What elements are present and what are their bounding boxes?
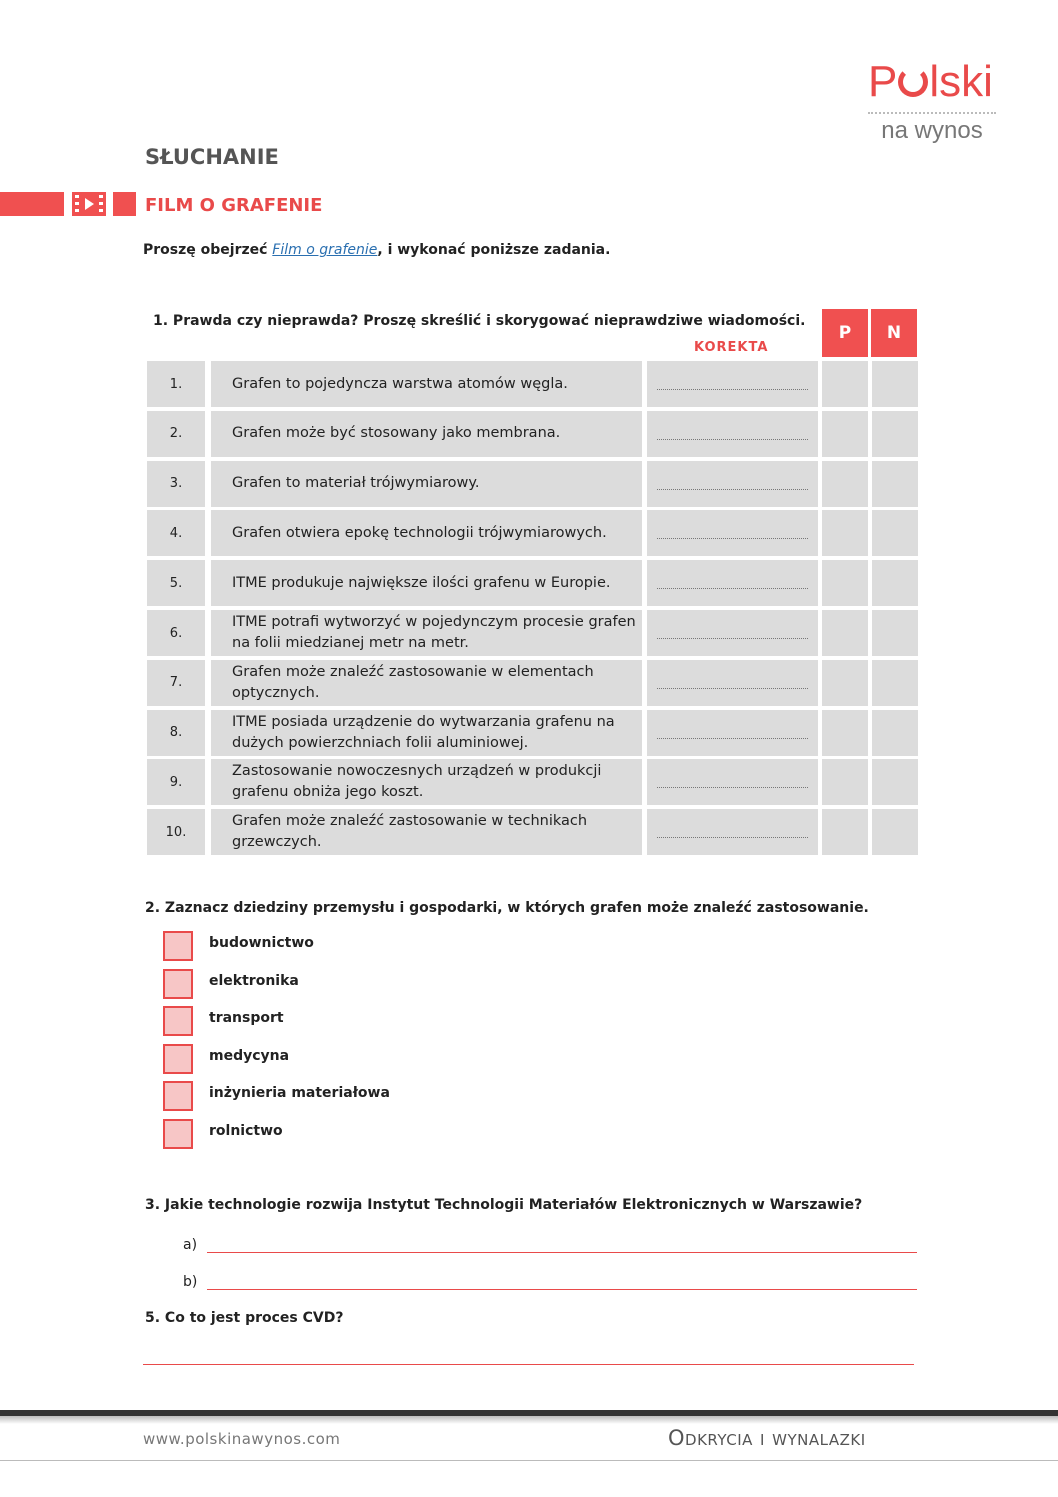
film-play-icon — [72, 192, 106, 216]
answer-n-cell[interactable] — [872, 809, 918, 855]
task1-question: 1. Prawda czy nieprawda? Proszę skreślić i skorygować nieprawdziwe wiadomości. — [153, 313, 806, 329]
row-number: 7. — [147, 660, 205, 706]
logo-o-icon — [898, 67, 928, 97]
answer-line-b[interactable] — [207, 1289, 917, 1290]
answer-p-cell[interactable] — [822, 759, 868, 805]
checkbox-label: elektronika — [209, 972, 299, 989]
table-row — [147, 461, 918, 507]
statement-text: Grafen to pojedyncza warstwa atomów węgla. — [232, 375, 568, 392]
row-number: 9. — [147, 759, 205, 805]
table-row — [147, 411, 918, 457]
dotted-line — [657, 638, 808, 639]
task2-question: 2. Zaznacz dziedziny przemysłu i gospodarki, w których grafen może znaleźć zastosowanie. — [145, 900, 869, 916]
correction-field[interactable] — [647, 560, 818, 606]
statement-text: Grafen otwiera epokę technologii trójwymiarowych. — [232, 524, 607, 541]
answer-p-cell[interactable] — [822, 411, 868, 457]
statement-text: Grafen może być stosowany jako membrana. — [232, 425, 561, 442]
answer-n-cell[interactable] — [872, 411, 918, 457]
answer-line-cvd[interactable] — [143, 1364, 914, 1365]
correction-field[interactable] — [647, 461, 818, 507]
answer-n-cell[interactable] — [872, 759, 918, 805]
answer-n-cell[interactable] — [872, 710, 918, 756]
section-title: SŁUCHANIE — [145, 145, 279, 169]
statement-cell — [211, 510, 642, 556]
checkbox-label: budownictwo — [209, 935, 314, 951]
logo-subtitle: na wynos — [881, 117, 983, 144]
checkbox[interactable] — [163, 1081, 193, 1111]
table-row — [147, 510, 918, 556]
logo-wordmark: P lski — [868, 57, 993, 106]
answer-n-cell[interactable] — [872, 361, 918, 407]
footer-shadow — [0, 1416, 1058, 1424]
dotted-line — [657, 439, 808, 440]
row-number: 5. — [147, 560, 205, 606]
column-n-header: N — [871, 309, 917, 357]
row-number: 2. — [147, 411, 205, 457]
checkbox-label: rolnictwo — [209, 1123, 283, 1139]
dotted-line — [657, 538, 808, 539]
dotted-line — [657, 489, 808, 490]
correction-field[interactable] — [647, 759, 818, 805]
answer-n-cell[interactable] — [872, 510, 918, 556]
answer-p-cell[interactable] — [822, 461, 868, 507]
row-number: 8. — [147, 710, 205, 756]
checkbox[interactable] — [163, 969, 193, 999]
korekta-header: KOREKTA — [694, 340, 769, 355]
checkbox[interactable] — [163, 931, 193, 961]
statement-cell — [211, 710, 642, 756]
statement-text: Zastosowanie nowoczesnych urządzeń w produkcji grafenu obniża jego koszt. — [232, 763, 602, 801]
correction-field[interactable] — [647, 510, 818, 556]
row-number: 6. — [147, 610, 205, 656]
red-accent-bar — [0, 192, 64, 216]
row-number: 1. — [147, 361, 205, 407]
checkbox[interactable] — [163, 1006, 193, 1036]
correction-field[interactable] — [647, 361, 818, 407]
table-row — [147, 710, 918, 756]
checkbox[interactable] — [163, 1044, 193, 1074]
row-number: 3. — [147, 461, 205, 507]
statement-text: ITME potrafi wytworzyć w pojedynczym procesie grafen na folii miedzianej metr na metr. — [232, 614, 636, 651]
checkbox[interactable] — [163, 1119, 193, 1149]
table-row — [147, 660, 918, 706]
table-row — [147, 759, 918, 805]
table-row — [147, 560, 918, 606]
answer-p-cell[interactable] — [822, 610, 868, 656]
row-number: 4. — [147, 510, 205, 556]
statement-cell — [211, 610, 642, 656]
answer-n-cell[interactable] — [872, 560, 918, 606]
answer-p-cell[interactable] — [822, 660, 868, 706]
answer-line-a[interactable] — [207, 1252, 917, 1253]
table-row — [147, 361, 918, 407]
row-number: 10. — [147, 809, 205, 855]
statement-text: ITME produkuje największe ilości grafenu w Europie. — [232, 574, 611, 591]
statement-text: Grafen to materiał trójwymiarowy. — [232, 475, 480, 492]
task3-question: 3. Jakie technologie rozwija Instytut Technologii Materiałów Elektronicznych w Warszawie? — [145, 1197, 863, 1213]
table-row — [147, 610, 918, 656]
answer-p-cell[interactable] — [822, 510, 868, 556]
film-title: FILM O GRAFENIE — [145, 195, 323, 216]
answer-n-cell[interactable] — [872, 610, 918, 656]
answer-n-cell[interactable] — [872, 660, 918, 706]
correction-field[interactable] — [647, 610, 818, 656]
dotted-line — [657, 389, 808, 390]
statement-cell — [211, 461, 642, 507]
correction-field[interactable] — [647, 660, 818, 706]
brand-logo — [868, 58, 1000, 144]
dotted-line — [657, 588, 808, 589]
checkbox-label: transport — [209, 1010, 284, 1027]
column-p-header: P — [822, 309, 868, 357]
dotted-line — [657, 688, 808, 689]
answer-label-a: a) — [183, 1237, 198, 1253]
footer-topic: Odkrycia i wynalazki — [668, 1426, 866, 1450]
answer-p-cell[interactable] — [822, 361, 868, 407]
dotted-line — [657, 837, 808, 838]
correction-field[interactable] — [647, 411, 818, 457]
dotted-line — [657, 787, 808, 788]
correction-field[interactable] — [647, 710, 818, 756]
answer-p-cell[interactable] — [822, 710, 868, 756]
answer-label-b: b) — [183, 1274, 198, 1290]
answer-p-cell[interactable] — [822, 809, 868, 855]
film-link[interactable]: Film o grafenie — [272, 242, 378, 258]
checkbox-label: medycyna — [209, 1047, 290, 1064]
answer-n-cell[interactable] — [872, 461, 918, 507]
statement-text: Grafen może znaleźć zastosowanie w elementach optycznych. — [232, 663, 594, 701]
dotted-line — [657, 738, 808, 739]
correction-field[interactable] — [647, 809, 818, 855]
statement-text: Grafen może znaleźć zastosowanie w technikach grzewczych. — [232, 813, 588, 851]
statement-cell — [211, 759, 642, 805]
answer-p-cell[interactable] — [822, 560, 868, 606]
footer-url: www.polskinawynos.com — [143, 1430, 341, 1448]
task5-question: 5. Co to jest proces CVD? — [145, 1310, 344, 1326]
instruction: Proszę obejrzeć Film o grafenie, i wykonać poniższe zadania. — [143, 242, 611, 258]
checkbox-label: inżynieria materiałowa — [209, 1085, 390, 1102]
statement-cell — [211, 411, 642, 457]
table-row — [147, 809, 918, 855]
statement-cell — [211, 809, 642, 855]
footer-divider — [0, 1460, 1058, 1461]
red-accent-bar-small — [113, 192, 136, 216]
statement-cell — [211, 660, 642, 706]
statement-cell — [211, 560, 642, 606]
statement-cell — [211, 361, 642, 407]
statement-text: ITME posiada urządzenie do wytwarzania grafenu na dużych powierzchniach folii aluminiowej. — [232, 713, 615, 751]
logo-divider — [868, 112, 996, 114]
